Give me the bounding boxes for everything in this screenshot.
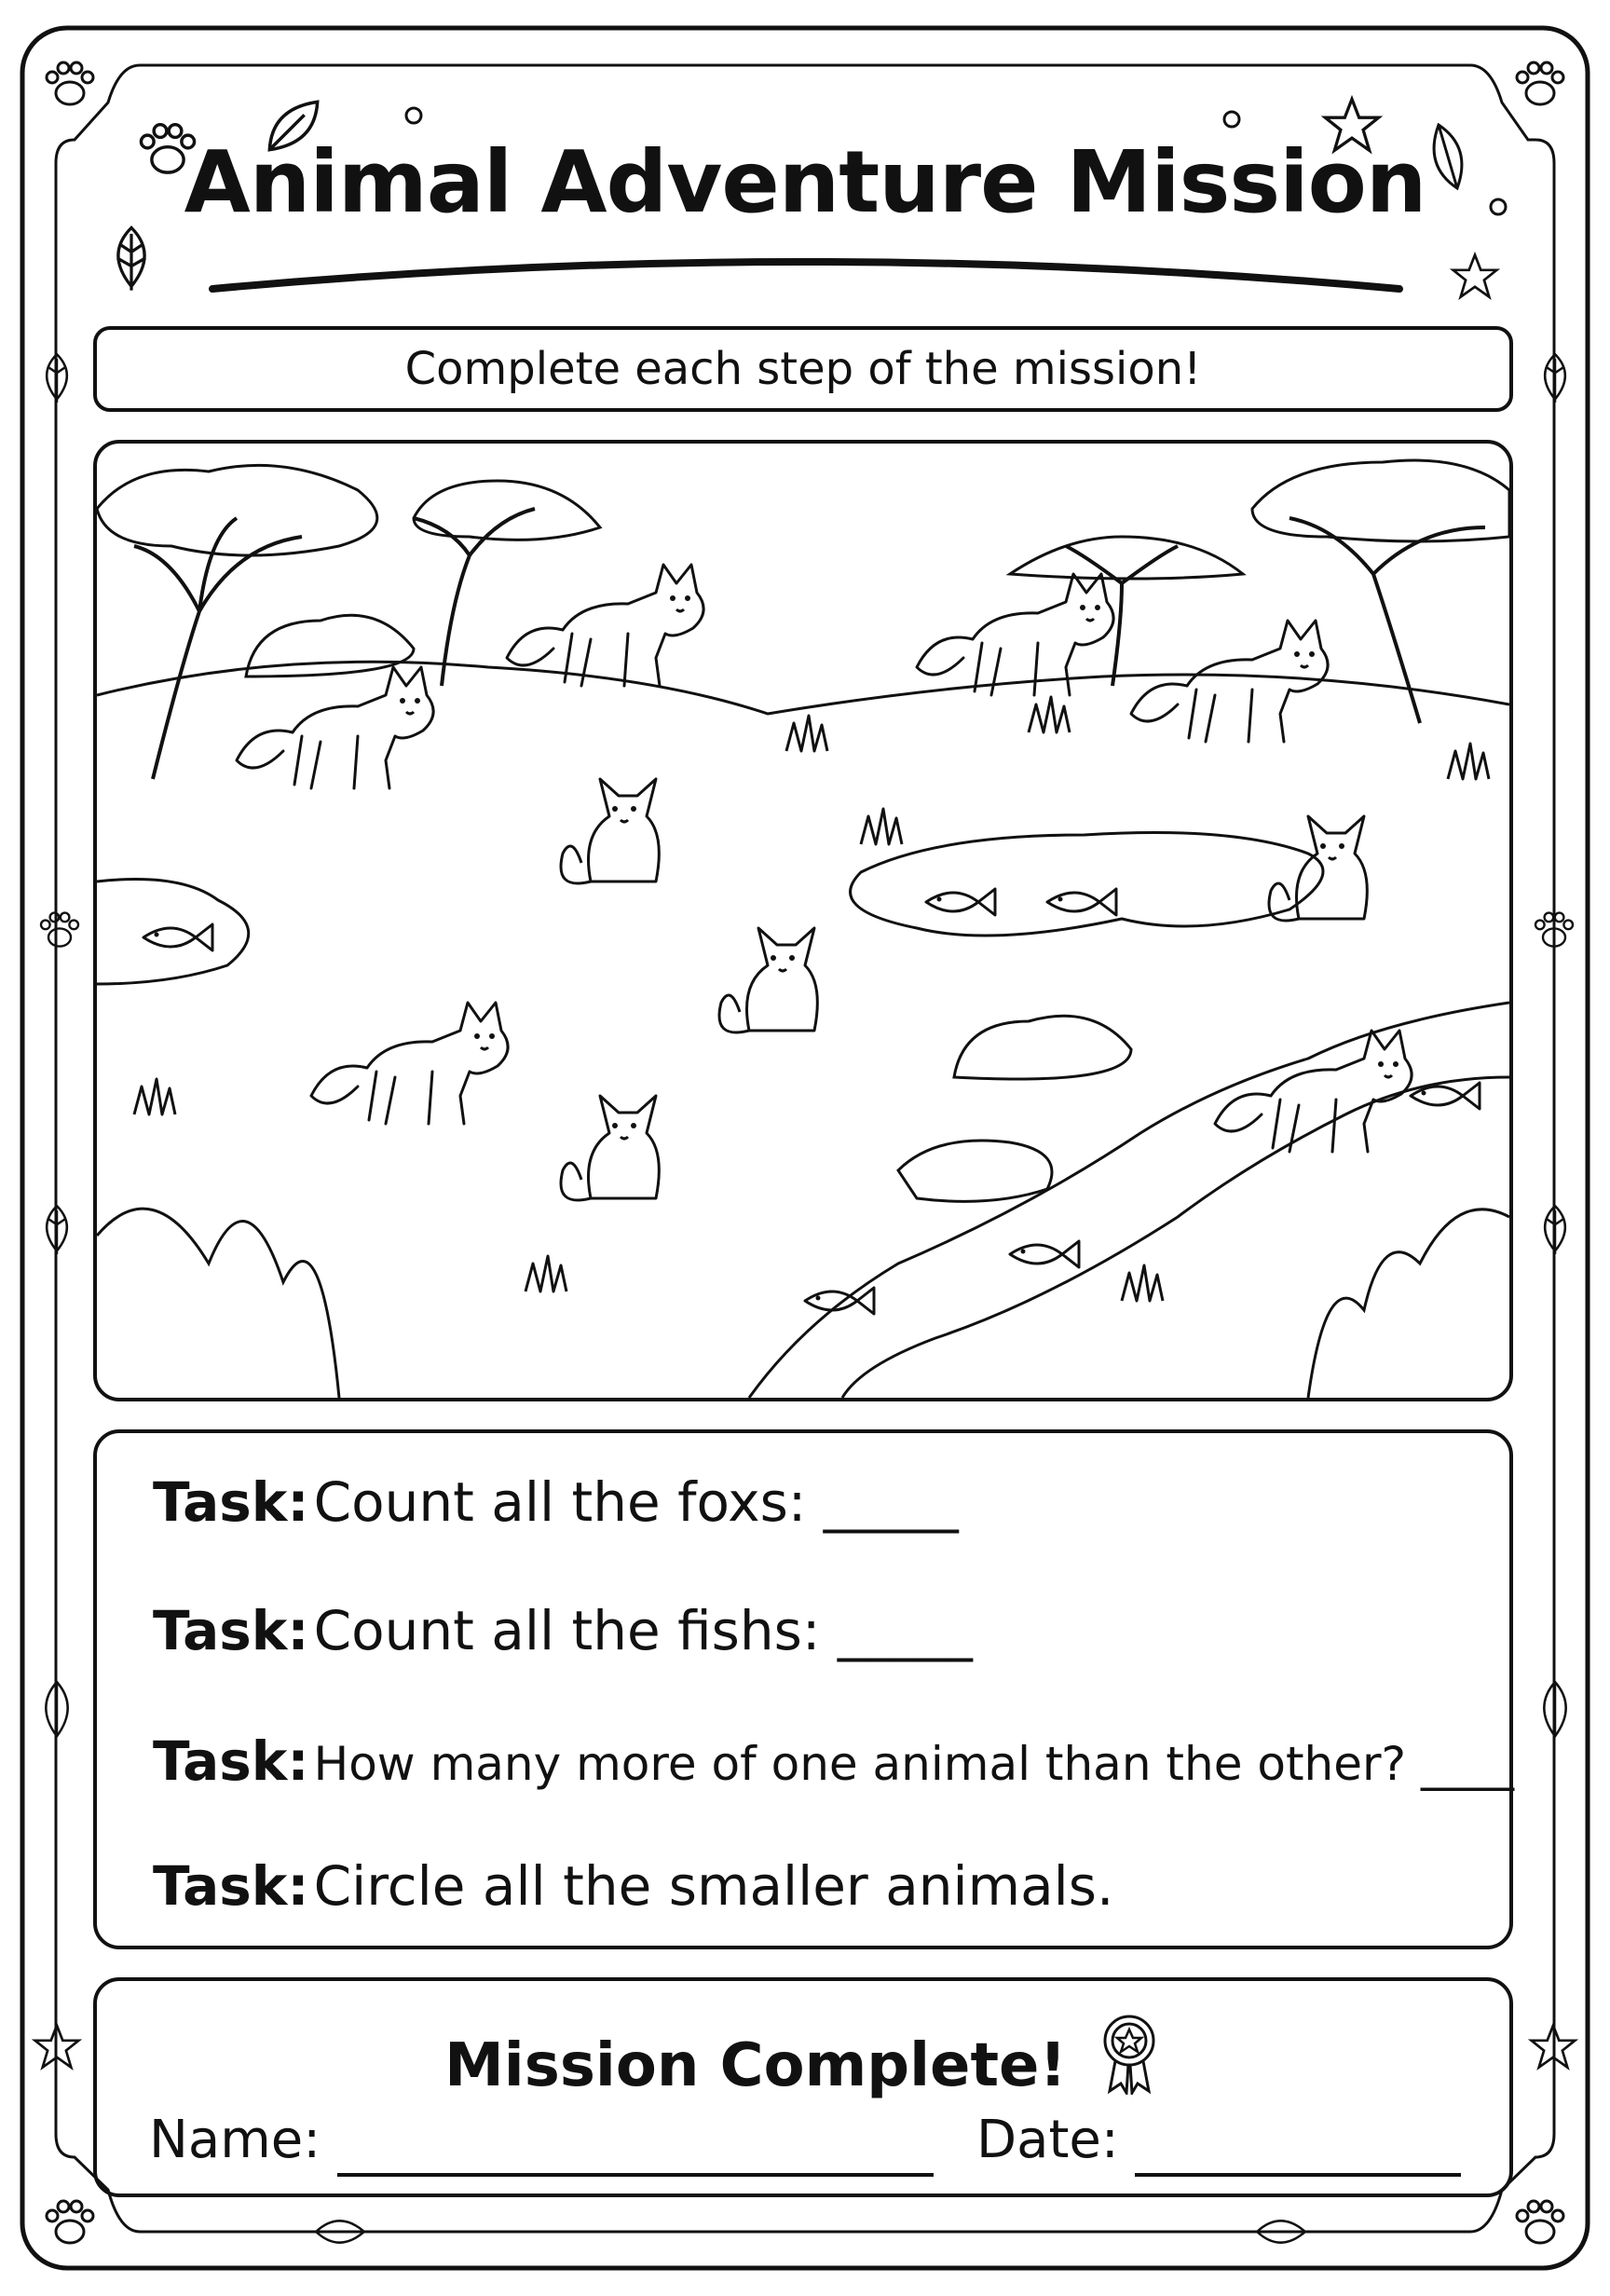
date-line[interactable] <box>1135 2173 1461 2177</box>
task-text: Count all the foxs: _____ <box>313 1470 959 1534</box>
leaf-icon <box>34 1677 80 1742</box>
leaf-icon <box>1532 350 1578 406</box>
subtitle-text: Complete each step of the mission! <box>404 343 1202 395</box>
paw-print-icon <box>1508 2190 1573 2255</box>
leaf-icon <box>1532 1202 1578 1258</box>
circle-decoration <box>402 104 425 127</box>
tasks-panel <box>93 1429 1513 1949</box>
leaf-icon <box>1248 2208 1314 2255</box>
task-circle-smaller <box>153 1854 1113 1918</box>
star-icon <box>1450 252 1500 302</box>
completion-panel <box>93 1977 1513 2197</box>
paw-print-icon <box>1528 904 1580 956</box>
task-label: Task: <box>153 1470 309 1534</box>
paw-print-icon <box>37 2190 102 2255</box>
task-count-fish <box>153 1599 973 1662</box>
task-count-foxes <box>153 1470 959 1534</box>
leaf-icon <box>307 2208 373 2255</box>
leaf-icon <box>34 1202 80 1258</box>
leaf-icon <box>1532 1677 1578 1742</box>
scene-illustration <box>93 440 1513 1401</box>
subtitle-banner <box>93 326 1513 412</box>
name-line[interactable] <box>337 2173 934 2177</box>
award-ribbon-icon <box>1097 2011 1162 2095</box>
paw-print-icon <box>37 51 102 116</box>
task-label: Task: <box>153 1599 309 1662</box>
leaf-icon <box>101 224 162 294</box>
leaf-icon <box>34 350 80 406</box>
star-icon <box>1528 2022 1578 2072</box>
star-icon <box>32 2022 82 2072</box>
task-compare-animals <box>153 1729 1514 1793</box>
date-label: Date: <box>976 2110 1119 2170</box>
circle-decoration <box>1221 108 1243 130</box>
title-underline <box>205 244 1407 300</box>
completion-title-text: Mission Complete! <box>444 2031 1067 2100</box>
savanna-scene <box>97 444 1509 1398</box>
name-label: Name: <box>149 2110 321 2170</box>
task-label: Task: <box>153 1854 309 1918</box>
task-text: Count all the fishs: _____ <box>313 1599 973 1662</box>
task-text: Circle all the smaller animals. <box>313 1854 1114 1918</box>
page-title: Animal Adventure Mission <box>184 132 1426 232</box>
paw-print-icon <box>1508 51 1573 116</box>
completion-title <box>97 2011 1509 2100</box>
task-text: How many more of one animal than the other? ____ <box>313 1737 1514 1791</box>
paw-print-icon <box>34 904 86 956</box>
task-label: Task: <box>153 1729 309 1793</box>
